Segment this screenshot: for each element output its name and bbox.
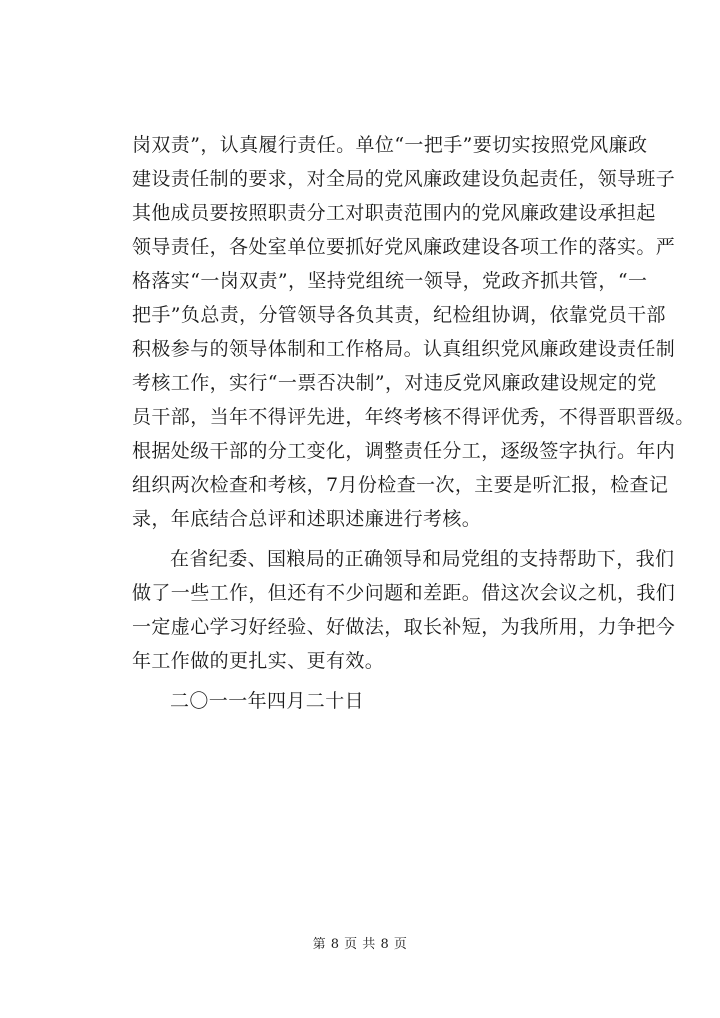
text-line: 积极参与的领导体制和工作格局。认真组织党风廉政建设责任制 <box>132 338 676 360</box>
text-line: 录，年底结合总评和述职述廉进行考核。 <box>132 508 482 530</box>
text-line: 根据处级干部的分工变化，调整责任分工，逐级签字执行。年内 <box>132 440 676 462</box>
text-line: 格落实“一岗双责”，坚持党组统一领导，党政齐抓共管，“一 <box>132 270 648 292</box>
text-line: 年工作做的更扎实、更有效。 <box>132 650 385 672</box>
document-date: 二〇一一年四月二十日 <box>170 690 365 712</box>
document-body <box>132 128 695 718</box>
paragraph-responsibility <box>132 128 695 536</box>
text-line: 做了一些工作，但还有不少问题和差距。借这次会议之机，我们 <box>132 582 676 604</box>
text-line: 组织两次检查和考核，7月份检查一次，主要是听汇报，检查记 <box>132 474 669 496</box>
text-line: 其他成员要按照职责分工对职责范围内的党风廉政建设承担起 <box>132 202 656 224</box>
text-line: 考核工作，实行“一票否决制”，对违反党风廉政建设规定的党 <box>132 372 657 394</box>
text-line: 员干部，当年不得评先进，年终考核不得评优秀，不得晋职晋级。 <box>132 406 695 428</box>
text-line: 建设责任制的要求，对全局的党风廉政建设负起责任，领导班子 <box>132 168 676 190</box>
text-line: 把手”负总责，分管领导各负其责，纪检组协调，依靠党员干部 <box>132 304 666 326</box>
text-line: 领导责任，各处室单位要抓好党风廉政建设各项工作的落实。严 <box>132 236 676 258</box>
paragraph-conclusion <box>132 542 676 678</box>
text-line: 一定虚心学习好经验、好做法，取长补短，为我所用，力争把今 <box>132 616 676 638</box>
text-line: 岗双责”，认真履行责任。单位“一把手”要切实按照党风廉政 <box>132 134 648 156</box>
text-line: 在省纪委、国粮局的正确领导和局党组的支持帮助下，我们 <box>170 548 675 570</box>
page-footer: 第 8 页 共 8 页 <box>312 937 408 952</box>
